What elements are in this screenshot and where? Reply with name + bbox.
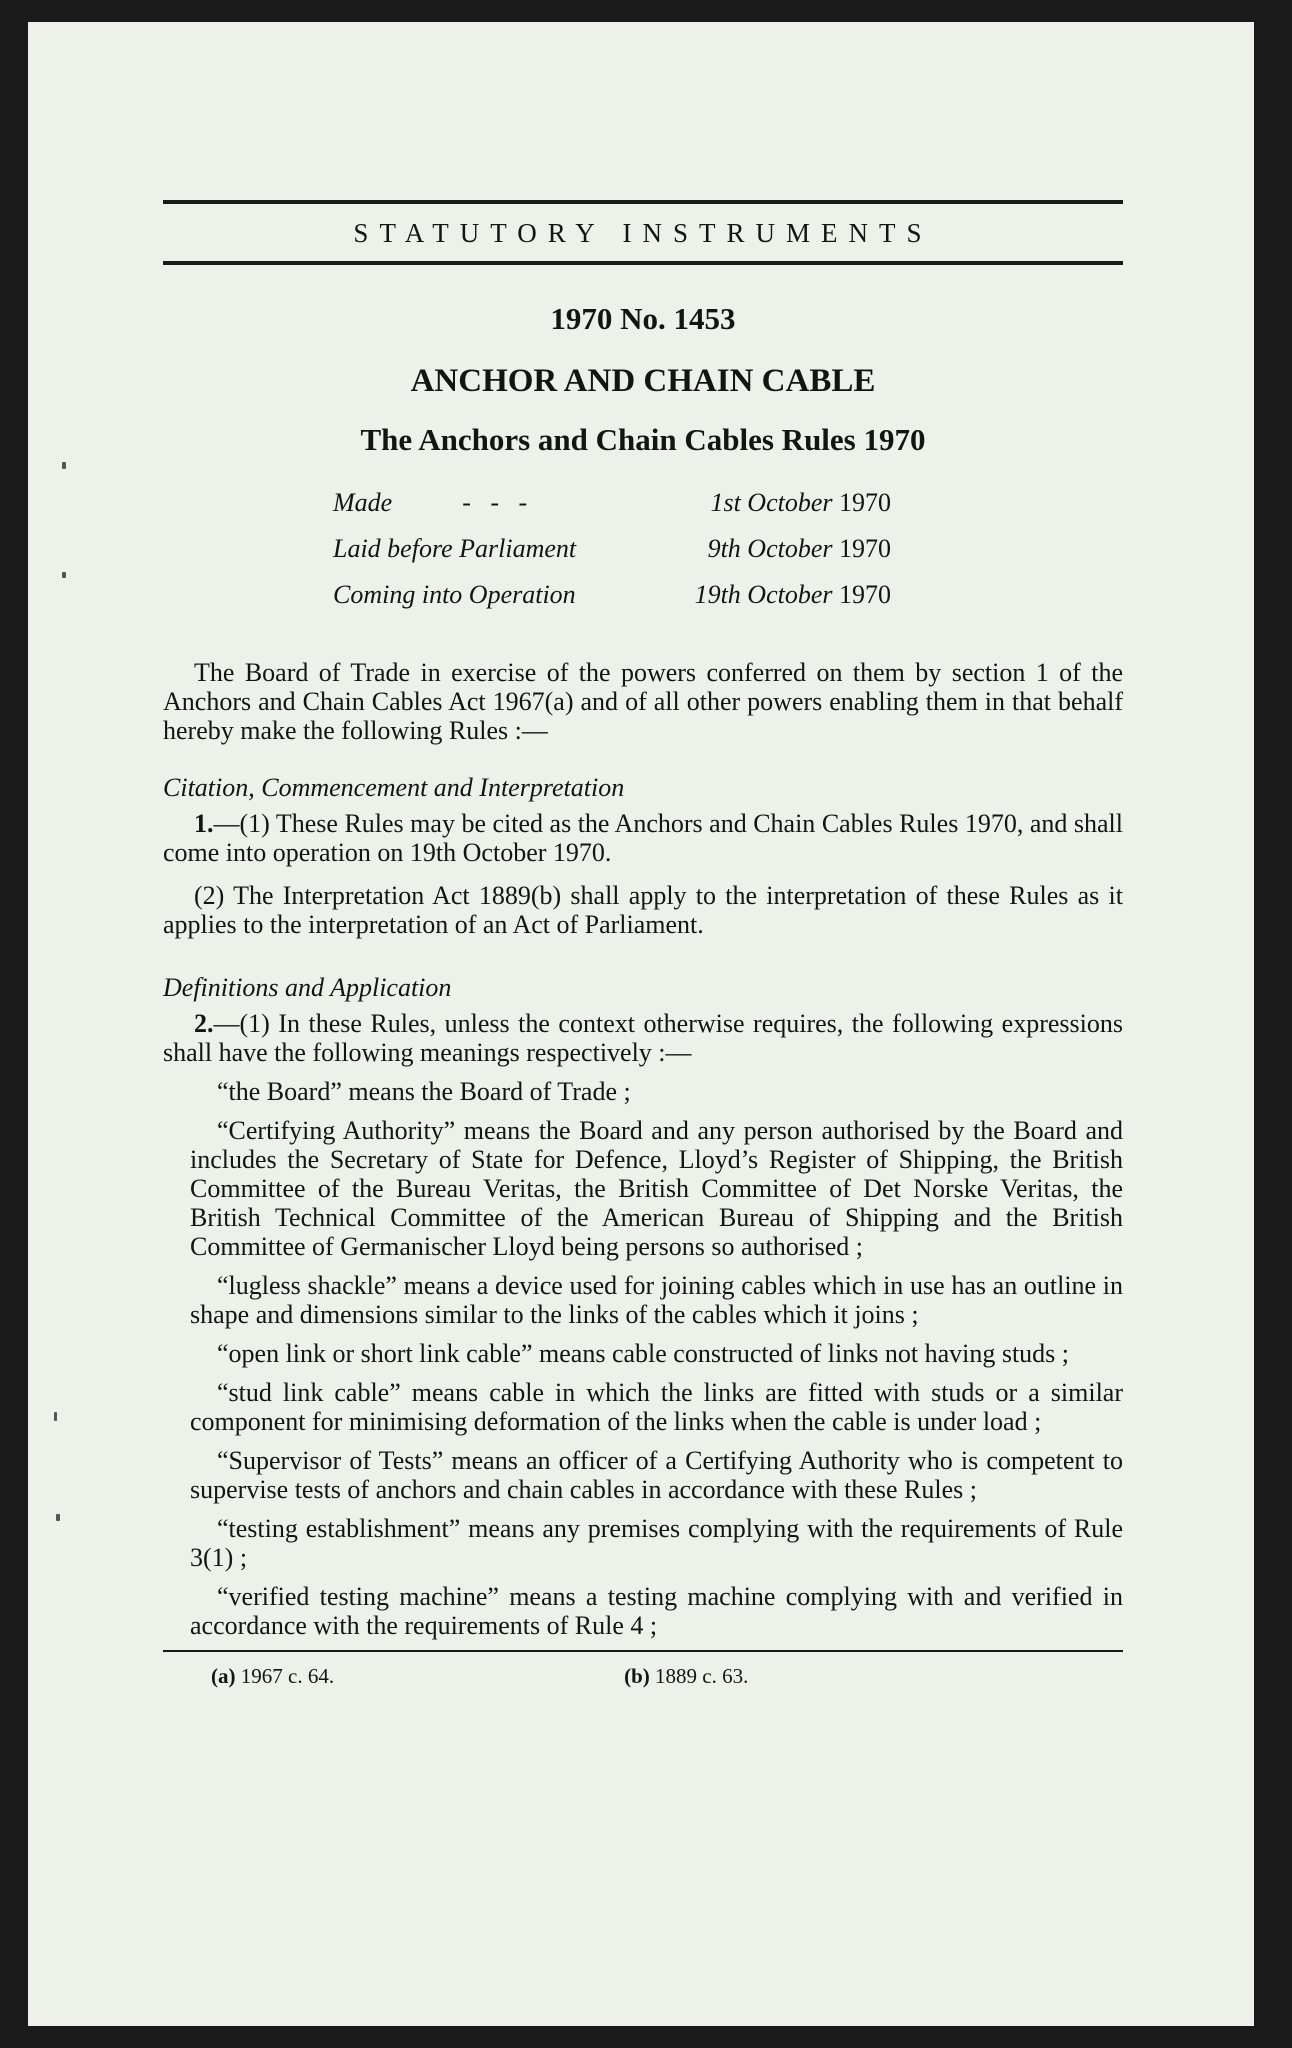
date-year: 1970 xyxy=(839,534,891,563)
margin-mark xyxy=(62,572,66,578)
definition-item: “lugless shackle” means a device used for joining cables which in use has an outline in shape and dimensions similar to the links of the cables which it joins ; xyxy=(190,1271,1123,1329)
date-day: 19th xyxy=(694,580,741,609)
date-label: Laid before Parliament xyxy=(333,534,577,563)
date-day: 1st xyxy=(710,488,741,517)
paragraph-text: —(1) These Rules may be cited as the Anchors and Chain Cables Rules 1970, and shall come into operation on 19th October 1970. xyxy=(163,809,1123,867)
date-day: 9th xyxy=(707,534,741,563)
definition-item: “Certifying Authority” means the Board and any person authorised by the Board and includes the Secretary of State for Defence, Lloyd’s Register of Shipping, the British Committee of the Bureau Veritas, the British Committee of Det Norske Veritas, the British Technical Committee of the American Bureau of Shipping and the British Committee of Germanischer Lloyd being persons so authorised ; xyxy=(190,1116,1123,1261)
preamble: The Board of Trade in exercise of the powers conferred on them by section 1 of the Anchors and Chain Cables Act 1967(a) and of all other powers enabling them in that behalf hereby make the following Rules :— xyxy=(163,658,1123,745)
definition-item: “Supervisor of Tests” means an officer of a Certifying Authority who is competent to supervise tests of anchors and chain cables in accordance with these Rules ; xyxy=(190,1446,1123,1504)
rule-number: 1. xyxy=(194,809,214,838)
date-row-laid xyxy=(333,526,891,572)
footnote-a xyxy=(211,1664,334,1689)
definition-item: “verified testing machine” means a testing machine complying with and verified in accordance with the requirements of Rule 4 ; xyxy=(190,1582,1123,1640)
header-bottom-rule xyxy=(163,261,1123,265)
footnote-key: (b) xyxy=(624,1664,650,1688)
document-page xyxy=(28,22,1254,2026)
definition-item: “the Board” means the Board of Trade ; xyxy=(217,1077,631,1106)
footnote-b xyxy=(624,1664,748,1689)
date-month: October xyxy=(747,534,833,563)
margin-mark xyxy=(54,1412,57,1421)
definition-item: “stud link cable” means cable in which the links are fitted with studs or a similar component for minimising deformation of the links when the cable is under load ; xyxy=(190,1378,1123,1436)
date-month: October xyxy=(747,580,833,609)
dates-table xyxy=(333,480,891,618)
rule-1-paragraph-2: (2) The Interpretation Act 1889(b) shall apply to the interpretation of these Rules as it applies to the interpretation of an Act of Parliament. xyxy=(163,881,1123,939)
footnotes xyxy=(163,1664,1123,1689)
date-row-made xyxy=(333,480,891,526)
footnote-text: 1889 c. 63. xyxy=(655,1664,749,1688)
definition-item: “testing establishment” means any premises complying with the requirements of Rule 3(1) ; xyxy=(190,1514,1123,1572)
date-row-operation xyxy=(333,572,891,618)
instrument-number: 1970 No. 1453 xyxy=(550,301,736,336)
date-year: 1970 xyxy=(839,488,891,517)
date-month: October xyxy=(747,488,833,517)
margin-mark xyxy=(62,462,66,469)
section-heading-definitions: Definitions and Application xyxy=(163,973,452,1002)
section-heading-citation: Citation, Commencement and Interpretation xyxy=(163,773,625,802)
rule-2-intro xyxy=(163,1009,1123,1067)
footnote-rule xyxy=(163,1650,1123,1652)
date-year: 1970 xyxy=(839,580,891,609)
footnote-key: (a) xyxy=(211,1664,236,1688)
paragraph-text: —(1) In these Rules, unless the context otherwise requires, the following expressions shall have the following meanings respectively :— xyxy=(163,1009,1123,1067)
definition-item: “open link or short link cable” means cable constructed of links not having studs ; xyxy=(217,1339,1070,1368)
rules-title: The Anchors and Chain Cables Rules 1970 xyxy=(360,422,926,457)
date-label: Made xyxy=(333,488,393,517)
date-dashes: - - - xyxy=(462,488,528,517)
rule-number: 2. xyxy=(194,1009,214,1038)
series-heading: STATUTORY INSTRUMENTS xyxy=(353,218,933,248)
instrument-subject: ANCHOR AND CHAIN CABLE xyxy=(410,363,876,399)
rule-1-paragraph-1 xyxy=(163,809,1123,867)
document-content xyxy=(163,200,1123,1689)
margin-mark xyxy=(56,1514,60,1521)
footnote-text: 1967 c. 64. xyxy=(240,1664,335,1688)
date-label: Coming into Operation xyxy=(333,580,576,609)
